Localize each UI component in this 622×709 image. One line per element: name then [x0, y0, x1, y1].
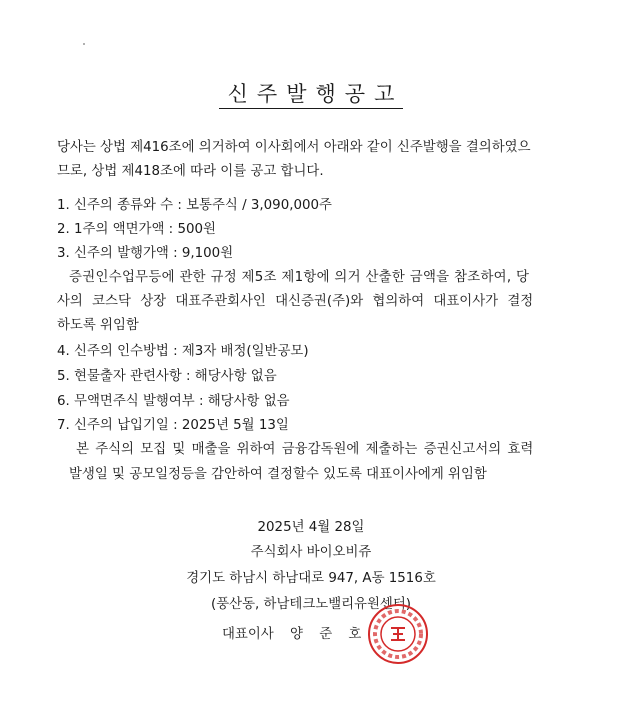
intro-line-1: 당사는 상법 제416조에 의거하여 이사회에서 아래와 같이 신주발행을 결의하였으	[57, 140, 531, 155]
scan-speck	[83, 43, 85, 45]
item-5: 5. 현물출자 관련사항 : 해당사항 없음	[57, 369, 277, 384]
item-3: 3. 신주의 발행가액 : 9,100원	[57, 246, 234, 261]
item-1: 1. 신주의 종류와 수 : 보통주식 / 3,090,000주	[57, 198, 332, 213]
item-3-note-2: 사의 코스닥 상장 대표주관회사인 대신증권(주)와 협의하여 대표이사가 결정	[57, 294, 534, 309]
company-name: 주식회사 바이오비쥬	[250, 545, 372, 560]
ceo-name: 양 준 호	[290, 627, 368, 642]
ceo-label: 대표이사	[222, 627, 274, 642]
item-6: 6. 무액면주식 발행여부 : 해당사항 없음	[57, 394, 290, 409]
notice-title	[0, 78, 622, 108]
intro-line-2: 므로, 상법 제418조에 따라 이를 공고 합니다.	[57, 164, 324, 179]
notice-title-text: 신주발행공고	[219, 82, 404, 109]
item-7-note-1: 본 주식의 모집 및 매출을 위하여 금융감독원에 제출하는 증권신고서의 효력	[76, 442, 534, 457]
item-4: 4. 신주의 인수방법 : 제3자 배정(일반공모)	[57, 344, 309, 359]
item-3-note-1: 증권인수업무등에 관한 규정 제5조 제1항에 의거 산출한 금액을 참조하여, 당	[69, 270, 530, 285]
item-2: 2. 1주의 액면가액 : 500원	[57, 222, 216, 237]
company-seal-stamp	[366, 602, 430, 666]
notice-date: 2025년 4월 28일	[257, 520, 365, 535]
company-address-detail: (풍산동, 하남테크노밸리유원센터)	[210, 597, 412, 612]
item-7-note-2: 발생일 및 공모일정등을 감안하여 결정할수 있도록 대표이사에게 위임함	[69, 467, 487, 482]
item-7: 7. 신주의 납입기일 : 2025년 5월 13일	[57, 418, 289, 433]
seal-center-mark	[391, 628, 405, 640]
company-address: 경기도 하남시 하남대로 947, A동 1516호	[186, 571, 436, 586]
item-3-note-3: 하도록 위임함	[57, 318, 139, 333]
